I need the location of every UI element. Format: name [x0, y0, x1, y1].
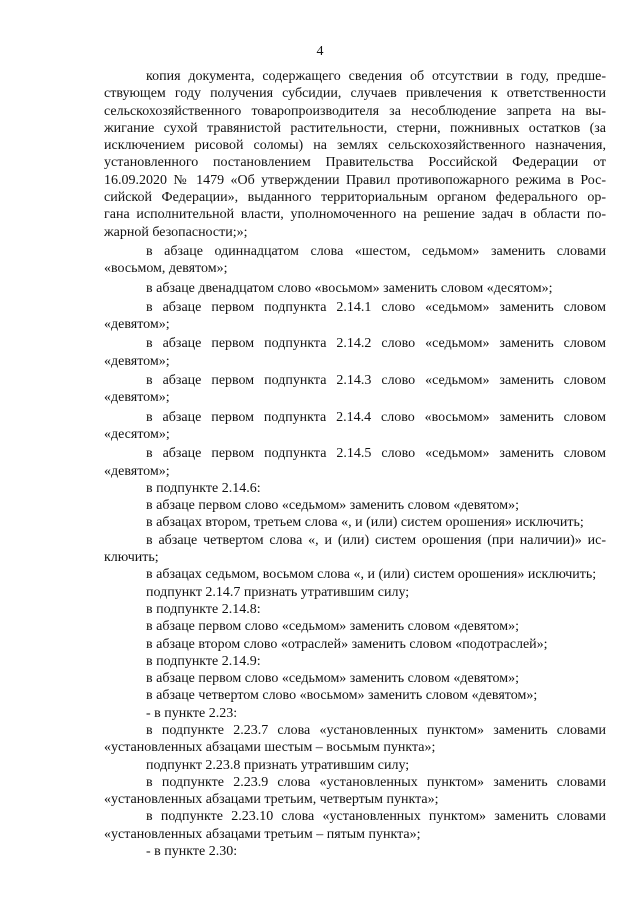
amendment-item: в абзаце первом подпункта 2.14.5 слово «седьмом» заменить словом «девятом»;	[104, 446, 606, 479]
amendment-item: в абзаце втором слово «отраслей» заменить словом «подотраслей»;	[146, 636, 548, 652]
amendment-item: в подпункте 2.23.7 слова «установленных пунктом» заменить словами «установленных абзацами шестым – восьмым пункта»;	[104, 722, 606, 756]
text-line: жарной безопасности;»;	[104, 224, 248, 240]
text-line: сийской Федерации», выданного территориальным органом федерального ор-	[104, 190, 606, 206]
intro-paragraph	[104, 68, 606, 241]
text-line: установленного постановлением Правительства Российской Федерации от	[104, 155, 606, 171]
amendment-item: - в пункте 2.30:	[146, 844, 238, 860]
text-line: ствующем году получения субсидии, случаев привлечения к ответственности	[104, 86, 606, 102]
amendment-item: в подпункте 2.23.9 слова «установленных пунктом» заменить словами «установленных абзацами третьим, четвертым пункта»;	[104, 774, 606, 808]
document-body	[104, 68, 606, 860]
text-line: копия документа, содержащего сведения об отсутствии в году, предше-	[146, 69, 606, 84]
amendment-item: в абзаце первом подпункта 2.14.4 слово «восьмом» заменить словом «десятом»;	[104, 409, 606, 442]
page-number: 4	[316, 44, 324, 59]
text-line: 16.09.2020 № 1479 «Об утверждении Правил противопожарного режима в Рос-	[104, 172, 606, 188]
amendment-item: в подпункте 2.14.8:	[146, 601, 261, 617]
amendment-item: в абзаце первом слово «седьмом» заменить словом «девятом»;	[146, 671, 520, 687]
amendment-item: в абзаце первом слово «седьмом» заменить словом «девятом»;	[146, 619, 520, 635]
amendment-item: в абзаце четвертом слово «восьмом» заменить словом «девятом»;	[146, 688, 538, 704]
text-line: гана исполнительной власти, уполномоченного на решение задач в области по-	[104, 207, 606, 223]
amendment-item: подпункт 2.14.7 признать утратившим силу;	[146, 584, 410, 600]
amendment-item: - в пункте 2.23:	[146, 705, 238, 721]
amendment-item: в абзацах седьмом, восьмом слова «, и (или) систем орошения» исключить;	[146, 567, 597, 583]
amendment-item: в абзаце первом подпункта 2.14.3 слово «седьмом» заменить словом «девятом»;	[104, 373, 606, 406]
text-line: исключением рисовой соломы) на землях сельскохозяйственного назначения,	[104, 138, 606, 154]
text-line: в абзаце четвертом слова «, и (или) систем орошения (при наличии)» ис-	[146, 532, 606, 548]
amendment-item: в подпункте 2.14.6:	[146, 480, 261, 496]
amendment-item: в абзацах втором, третьем слова «, и (или) систем орошения» исключить;	[146, 515, 584, 531]
amendment-item: в абзаце одиннадцатом слова «шестом, седьмом» заменить словами «восьмом, девятом»;	[104, 243, 606, 277]
text-line: жигание сухой травянистой растительности, стерни, пожнивных остатков (за	[104, 120, 606, 136]
amendment-item: в абзаце первом подпункта 2.14.2 слово «седьмом» заменить словом «девятом»;	[104, 336, 606, 369]
text-line: сельскохозяйственного товаропроизводителя за несоблюдение запрета на вы-	[104, 103, 606, 119]
amendment-item: в абзаце двенадцатом слово «восьмом» заменить словом «десятом»;	[146, 280, 553, 296]
amendment-item	[104, 532, 606, 567]
amendment-item: в абзаце первом слово «седьмом» заменить словом «девятом»;	[146, 498, 520, 514]
amendment-item: подпункт 2.23.8 признать утратившим силу;	[146, 757, 410, 773]
text-line: ключить;	[104, 550, 159, 566]
amendment-item: в подпункте 2.14.9:	[146, 653, 261, 669]
amendment-item: в подпункте 2.23.10 слова «установленных пунктом» заменить словами «установленных абзацами третьим – пятым пункта»;	[104, 809, 606, 842]
amendment-item: в абзаце первом подпункта 2.14.1 слово «седьмом» заменить словом «девятом»;	[104, 299, 606, 333]
